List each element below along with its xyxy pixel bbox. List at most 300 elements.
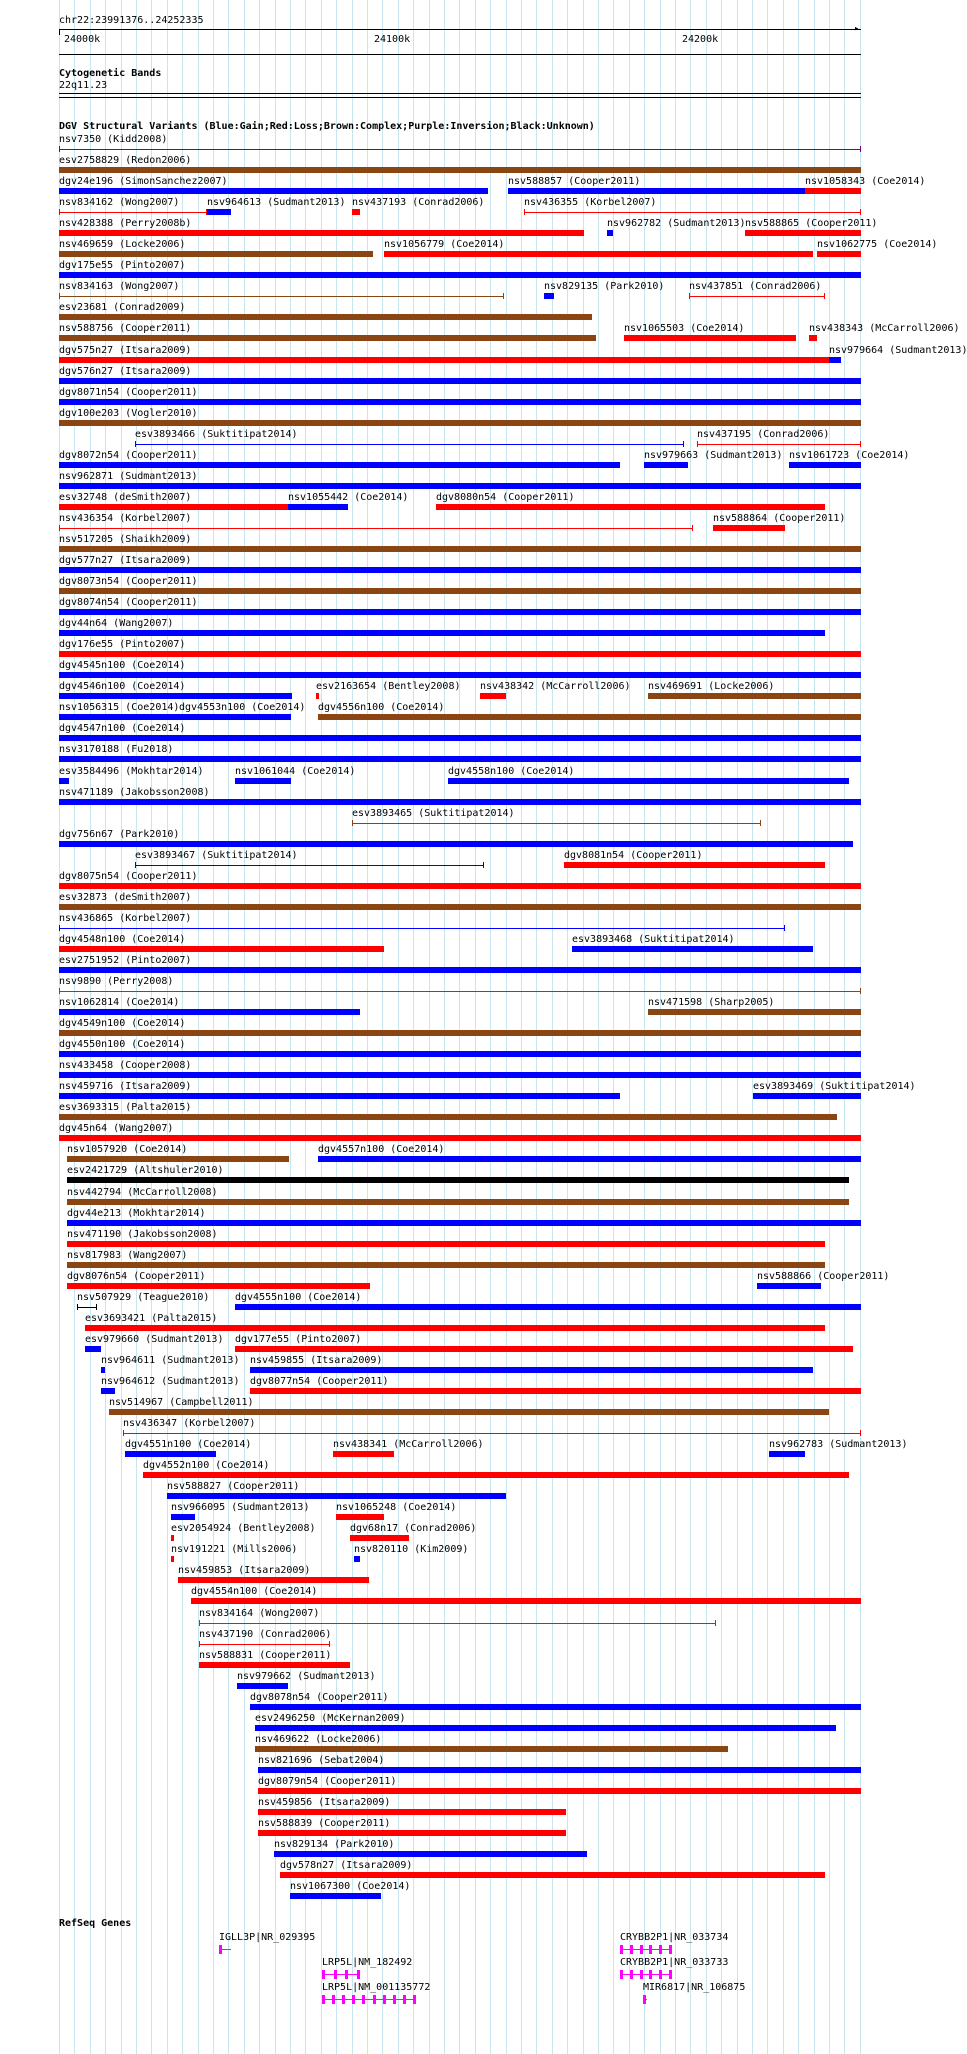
- dgv-feature-bar[interactable]: [59, 251, 373, 257]
- dgv-feature-label: dgv8078n54 (Cooper2011): [250, 1692, 389, 1703]
- dgv-feature-end-tick: [860, 209, 861, 215]
- dgv-feature-bar[interactable]: [101, 1367, 105, 1373]
- dgv-feature-label: esv2421729 (Altshuler2010): [67, 1165, 224, 1176]
- dgv-feature-label: nsv1056315 (Coe2014): [59, 702, 180, 713]
- dgv-feature-bar[interactable]: [572, 946, 813, 952]
- refseq-exon: [352, 1995, 355, 2004]
- dgv-feature-label: esv32873 (deSmith2007): [59, 892, 192, 903]
- dgv-feature-label: dgv4555n100 (Coe2014): [235, 1292, 362, 1303]
- dgv-feature-label: esv2496250 (McKernan2009): [255, 1713, 406, 1724]
- dgv-feature-label: dgv4548n100 (Coe2014): [59, 934, 186, 945]
- dgv-feature-bar[interactable]: [59, 735, 861, 741]
- refseq-exon: [332, 1995, 335, 2004]
- refseq-exon: [630, 1970, 633, 1979]
- dgv-feature-bar[interactable]: [809, 335, 817, 341]
- dgv-feature-bar[interactable]: [250, 1388, 861, 1394]
- dgv-feature-label: nsv588866 (Cooper2011): [757, 1271, 890, 1282]
- dgv-feature-bar[interactable]: [59, 883, 861, 889]
- refseq-gene-line[interactable]: [620, 1949, 672, 1950]
- grid-line: [829, 0, 830, 2054]
- dgv-feature-label: esv3893469 (Suktitipat2014): [753, 1081, 916, 1092]
- dgv-feature-line[interactable]: [123, 1433, 861, 1434]
- refseq-gene-label: LRP5L|NM_001135772: [322, 1982, 431, 1993]
- dgv-feature-bar[interactable]: [109, 1409, 829, 1415]
- ruler-tick-label: 24200k: [682, 34, 719, 45]
- dgv-feature-bar[interactable]: [280, 1872, 825, 1878]
- dgv-feature-label: dgv4550n100 (Coe2014): [59, 1039, 186, 1050]
- refseq-exon: [413, 1995, 416, 2004]
- dgv-feature-line[interactable]: [697, 444, 861, 445]
- dgv-feature-bar[interactable]: [59, 588, 861, 594]
- dgv-feature-label: dgv4556n100 (Coe2014): [318, 702, 445, 713]
- dgv-feature-label: nsv514967 (Campbell2011): [109, 1397, 254, 1408]
- grid-line: [752, 0, 753, 2054]
- dgv-feature-label: dgv8081n54 (Cooper2011): [564, 850, 703, 861]
- refseq-exon: [393, 1995, 396, 2004]
- dgv-feature-bar[interactable]: [59, 483, 861, 489]
- dgv-feature-end-tick: [59, 293, 60, 299]
- cytoband-title: Cytogenetic Bands: [59, 68, 162, 79]
- dgv-feature-end-tick: [199, 1620, 200, 1626]
- dgv-feature-bar[interactable]: [59, 420, 861, 426]
- ruler-tick-label: 24100k: [374, 34, 411, 45]
- refseq-exon: [643, 1995, 646, 2004]
- dgv-feature-label: dgv8080n54 (Cooper2011): [436, 492, 575, 503]
- dgv-feature-label: dgv68n17 (Conrad2006): [350, 1523, 477, 1534]
- dgv-feature-bar[interactable]: [59, 756, 861, 762]
- refseq-exon: [630, 1945, 633, 1954]
- dgv-feature-bar[interactable]: [59, 272, 861, 278]
- grid-line: [198, 0, 199, 2054]
- dgv-feature-label: esv2751952 (Pinto2007): [59, 955, 192, 966]
- dgv-feature-bar[interactable]: [101, 1388, 115, 1394]
- dgv-feature-bar[interactable]: [59, 167, 861, 173]
- dgv-feature-bar[interactable]: [235, 778, 291, 784]
- grid-line: [860, 0, 861, 2054]
- dgv-feature-label: nsv438343 (McCarroll2006): [809, 323, 960, 334]
- dgv-feature-bar[interactable]: [59, 967, 861, 973]
- grid-line: [737, 0, 738, 2054]
- dgv-feature-bar[interactable]: [237, 1683, 288, 1689]
- ruler-arrow-icon: ▸: [854, 24, 860, 34]
- grid-line: [244, 0, 245, 2054]
- dgv-feature-label: nsv436355 (Korbel2007): [524, 197, 657, 208]
- dgv-feature-bar[interactable]: [352, 209, 360, 215]
- dgv-feature-end-tick: [860, 146, 861, 152]
- dgv-feature-bar[interactable]: [67, 1283, 370, 1289]
- dgv-feature-label: nsv588827 (Cooper2011): [167, 1481, 300, 1492]
- dgv-feature-label: nsv471598 (Sharp2005): [648, 997, 775, 1008]
- dgv-feature-label: esv3893468 (Suktitipat2014): [572, 934, 735, 945]
- dgv-feature-label: esv2758829 (Redon2006): [59, 155, 192, 166]
- grid-line: [228, 0, 229, 2054]
- dgv-feature-bar[interactable]: [67, 1156, 289, 1162]
- dgv-feature-bar[interactable]: [648, 1009, 861, 1015]
- dgv-feature-label: dgv45n64 (Wang2007): [59, 1123, 174, 1134]
- dgv-feature-bar[interactable]: [59, 1093, 620, 1099]
- dgv-feature-bar[interactable]: [59, 188, 488, 194]
- dgv-feature-label: dgv4553n100 (Coe2014): [179, 702, 306, 713]
- refseq-gene-label: LRP5L|NM_182492: [322, 1957, 413, 1968]
- dgv-feature-line[interactable]: [199, 1623, 716, 1624]
- dgv-feature-bar[interactable]: [480, 693, 506, 699]
- dgv-feature-bar[interactable]: [59, 841, 853, 847]
- dgv-feature-label: nsv471189 (Jakobsson2008): [59, 787, 210, 798]
- dgv-feature-bar[interactable]: [544, 293, 554, 299]
- dgv-feature-label: nsv829134 (Park2010): [274, 1839, 395, 1850]
- dgv-feature-bar[interactable]: [199, 1662, 350, 1668]
- dgv-feature-label: dgv4547n100 (Coe2014): [59, 723, 186, 734]
- dgv-feature-label: nsv820110 (Kim2009): [354, 1544, 469, 1555]
- grid-line: [844, 0, 845, 2054]
- dgv-feature-label: nsv979663 (Sudmant2013): [644, 450, 783, 461]
- dgv-feature-bar[interactable]: [757, 1283, 821, 1289]
- dgv-feature-bar[interactable]: [336, 1514, 384, 1520]
- dgv-feature-label: nsv437193 (Conrad2006): [352, 197, 485, 208]
- refseq-gene-line[interactable]: [322, 1999, 416, 2000]
- grid-line: [213, 0, 214, 2054]
- dgv-feature-bar[interactable]: [171, 1514, 195, 1520]
- dgv-feature-bar[interactable]: [753, 1093, 861, 1099]
- dgv-feature-bar[interactable]: [59, 1030, 861, 1036]
- refseq-exon: [345, 1970, 348, 1979]
- dgv-feature-bar[interactable]: [235, 1346, 853, 1352]
- dgv-feature-bar[interactable]: [59, 1114, 837, 1120]
- dgv-feature-bar[interactable]: [318, 1156, 861, 1162]
- grid-line: [767, 0, 768, 2054]
- dgv-feature-label: esv979660 (Sudmant2013): [85, 1334, 224, 1345]
- grid-line: [783, 0, 784, 2054]
- dgv-feature-end-tick: [692, 525, 693, 531]
- dgv-feature-bar[interactable]: [179, 714, 291, 720]
- dgv-feature-bar[interactable]: [59, 651, 861, 657]
- dgv-feature-label: nsv979664 (Sudmant2013): [829, 345, 967, 356]
- dgv-feature-bar[interactable]: [191, 1598, 861, 1604]
- dgv-feature-bar[interactable]: [318, 714, 861, 720]
- dgv-feature-bar[interactable]: [624, 335, 796, 341]
- dgv-feature-label: nsv469691 (Locke2006): [648, 681, 775, 692]
- dgv-feature-bar[interactable]: [59, 1072, 861, 1078]
- dgv-feature-bar[interactable]: [713, 525, 785, 531]
- dgv-feature-line[interactable]: [199, 1644, 330, 1645]
- dgv-feature-end-tick: [503, 293, 504, 299]
- dgv-feature-label: nsv3170188 (Fu2018): [59, 744, 174, 755]
- dgv-feature-bar[interactable]: [207, 209, 231, 215]
- dgv-feature-label: nsv471190 (Jakobsson2008): [67, 1229, 218, 1240]
- dgv-feature-bar[interactable]: [59, 378, 861, 384]
- dgv-feature-bar[interactable]: [59, 314, 592, 320]
- refseq-exon: [640, 1970, 643, 1979]
- dgv-feature-end-tick: [860, 1430, 861, 1436]
- dgv-feature-bar[interactable]: [171, 1535, 174, 1541]
- refseq-exon: [640, 1945, 643, 1954]
- dgv-feature-bar[interactable]: [59, 630, 825, 636]
- dgv-feature-label: nsv9890 (Perry2008): [59, 976, 174, 987]
- dgv-feature-bar[interactable]: [67, 1241, 825, 1247]
- dgv-feature-end-tick: [59, 209, 60, 215]
- dgv-feature-bar[interactable]: [805, 188, 861, 194]
- dgv-feature-bar[interactable]: [85, 1325, 825, 1331]
- dgv-feature-label: nsv442794 (McCarroll2008): [67, 1187, 218, 1198]
- dgv-feature-label: nsv834163 (Wong2007): [59, 281, 180, 292]
- dgv-feature-label: nsv436865 (Korbel2007): [59, 913, 192, 924]
- dgv-feature-label: dgv100e203 (Vogler2010): [59, 408, 198, 419]
- ruler-line: [59, 29, 861, 30]
- dgv-feature-label: nsv979662 (Sudmant2013): [237, 1671, 376, 1682]
- dgv-feature-bar[interactable]: [59, 1135, 861, 1141]
- dgv-feature-label: dgv4557n100 (Coe2014): [318, 1144, 445, 1155]
- dgv-feature-label: dgv4552n100 (Coe2014): [143, 1460, 270, 1471]
- dgv-feature-end-tick: [59, 146, 60, 152]
- dgv-feature-line[interactable]: [59, 149, 861, 150]
- dgv-feature-label: nsv459853 (Itsara2009): [178, 1565, 311, 1576]
- dgv-feature-label: nsv588864 (Cooper2011): [713, 513, 846, 524]
- dgv-feature-bar[interactable]: [59, 1051, 861, 1057]
- dgv-feature-label: nsv1056779 (Coe2014): [384, 239, 505, 250]
- dgv-feature-bar[interactable]: [436, 504, 825, 510]
- refseq-exon: [342, 1995, 345, 2004]
- refseq-exon: [334, 1970, 337, 1979]
- dgv-feature-bar[interactable]: [59, 714, 179, 720]
- dgv-feature-end-tick: [824, 293, 825, 299]
- dgv-feature-bar[interactable]: [829, 357, 841, 363]
- dgv-feature-label: nsv588857 (Cooper2011): [508, 176, 641, 187]
- dgv-feature-label: nsv517205 (Shaikh2009): [59, 534, 192, 545]
- dgv-feature-label: nsv428388 (Perry2008b): [59, 218, 192, 229]
- dgv-feature-label: dgv8074n54 (Cooper2011): [59, 597, 198, 608]
- dgv-feature-label: esv3893466 (Suktitipat2014): [135, 429, 298, 440]
- dgv-feature-bar[interactable]: [255, 1725, 836, 1731]
- dgv-feature-line[interactable]: [352, 823, 761, 824]
- dgv-feature-bar[interactable]: [67, 1199, 849, 1205]
- dgv-feature-line[interactable]: [524, 212, 861, 213]
- refseq-exon: [219, 1945, 222, 1954]
- dgv-feature-bar[interactable]: [333, 1451, 394, 1457]
- dgv-feature-label: dgv44n64 (Wang2007): [59, 618, 174, 629]
- dgv-feature-end-tick: [697, 441, 698, 447]
- dgv-feature-bar[interactable]: [745, 230, 861, 236]
- dgv-feature-line[interactable]: [77, 1307, 97, 1308]
- dgv-feature-label: dgv8079n54 (Cooper2011): [258, 1776, 397, 1787]
- dgv-feature-label: nsv1062814 (Coe2014): [59, 997, 180, 1008]
- ruler-tick-label: 24000k: [64, 34, 101, 45]
- dgv-feature-bar[interactable]: [789, 462, 861, 468]
- dgv-feature-label: nsv469622 (Locke2006): [255, 1734, 382, 1745]
- dgv-feature-bar[interactable]: [59, 567, 861, 573]
- dgv-feature-label: nsv507929 (Teague2010): [77, 1292, 210, 1303]
- refseq-gene-line[interactable]: [322, 1974, 360, 1975]
- dgv-feature-label: nsv1061723 (Coe2014): [789, 450, 910, 461]
- dgv-feature-label: nsv438342 (McCarroll2006): [480, 681, 631, 692]
- dgv-feature-label: nsv962871 (Sudmant2013): [59, 471, 198, 482]
- dgv-feature-bar[interactable]: [59, 904, 861, 910]
- dgv-feature-label: dgv4545n100 (Coe2014): [59, 660, 186, 671]
- dgv-feature-bar[interactable]: [59, 946, 384, 952]
- dgv-feature-bar[interactable]: [171, 1556, 174, 1562]
- dgv-feature-label: nsv459716 (Itsara2009): [59, 1081, 192, 1092]
- refseq-exon: [322, 1995, 325, 2004]
- dgv-feature-label: nsv469659 (Locke2006): [59, 239, 186, 250]
- dgv-feature-line[interactable]: [135, 865, 484, 866]
- dgv-feature-bar[interactable]: [258, 1830, 566, 1836]
- dgv-feature-label: dgv576n27 (Itsara2009): [59, 366, 192, 377]
- dgv-feature-bar[interactable]: [59, 335, 596, 341]
- dgv-track-title: DGV Structural Variants (Blue:Gain;Red:Loss;Brown:Complex;Purple:Inversion;Black:Unknown): [59, 121, 595, 132]
- refseq-gene-label: MIR6817|NR_106875: [643, 1982, 746, 1993]
- dgv-feature-label: nsv436347 (Korbel2007): [123, 1418, 256, 1429]
- dgv-feature-label: nsv1065503 (Coe2014): [624, 323, 745, 334]
- dgv-feature-bar[interactable]: [235, 1304, 861, 1310]
- dgv-feature-bar[interactable]: [644, 462, 688, 468]
- dgv-feature-bar[interactable]: [288, 504, 348, 510]
- dgv-feature-bar[interactable]: [274, 1851, 587, 1857]
- refseq-exon: [373, 1995, 376, 2004]
- dgv-feature-line[interactable]: [59, 928, 785, 929]
- dgv-feature-label: nsv437190 (Conrad2006): [199, 1629, 332, 1640]
- dgv-feature-label: dgv44e213 (Mokhtar2014): [67, 1208, 206, 1219]
- dgv-feature-end-tick: [59, 925, 60, 931]
- dgv-feature-bar[interactable]: [59, 504, 288, 510]
- dgv-feature-end-tick: [689, 293, 690, 299]
- dgv-feature-label: esv32748 (deSmith2007): [59, 492, 192, 503]
- dgv-feature-bar[interactable]: [85, 1346, 101, 1352]
- dgv-feature-bar[interactable]: [384, 251, 813, 257]
- position-label: chr22:23991376..24252335: [59, 15, 204, 26]
- dgv-feature-end-tick: [860, 441, 861, 447]
- dgv-feature-line[interactable]: [135, 444, 684, 445]
- dgv-feature-label: dgv756n67 (Park2010): [59, 829, 180, 840]
- refseq-exon: [322, 1970, 325, 1979]
- ruler-end-tick: [59, 29, 60, 35]
- dgv-feature-line[interactable]: [59, 212, 207, 213]
- dgv-feature-label: nsv964611 (Sudmant2013): [101, 1355, 240, 1366]
- dgv-feature-end-tick: [123, 1430, 124, 1436]
- grid-line: [798, 0, 799, 2054]
- dgv-feature-bar[interactable]: [250, 1367, 813, 1373]
- dgv-feature-label: esv2163654 (Bentley2008): [316, 681, 461, 692]
- dgv-feature-label: dgv4551n100 (Coe2014): [125, 1439, 252, 1450]
- dgv-feature-bar[interactable]: [258, 1788, 861, 1794]
- dgv-feature-bar[interactable]: [59, 672, 861, 678]
- refseq-gene-label: CRYBB2P1|NR_033734: [620, 1932, 729, 1943]
- dgv-feature-bar[interactable]: [354, 1556, 360, 1562]
- dgv-feature-bar[interactable]: [648, 693, 861, 699]
- dgv-feature-label: esv3693315 (Palta2015): [59, 1102, 192, 1113]
- dgv-feature-bar[interactable]: [316, 693, 319, 699]
- grid-line: [814, 0, 815, 2054]
- dgv-feature-label: dgv176e55 (Pinto2007): [59, 639, 186, 650]
- dgv-feature-label: nsv588756 (Cooper2011): [59, 323, 192, 334]
- dgv-feature-label: nsv433458 (Cooper2008): [59, 1060, 192, 1071]
- dgv-feature-line[interactable]: [689, 296, 825, 297]
- dgv-feature-label: dgv4558n100 (Coe2014): [448, 766, 575, 777]
- dgv-feature-bar[interactable]: [258, 1809, 566, 1815]
- dgv-feature-label: nsv1058343 (Coe2014): [805, 176, 926, 187]
- dgv-feature-bar[interactable]: [769, 1451, 805, 1457]
- dgv-feature-end-tick: [77, 1304, 78, 1310]
- dgv-feature-label: dgv8075n54 (Cooper2011): [59, 871, 198, 882]
- dgv-feature-bar[interactable]: [59, 609, 861, 615]
- dgv-feature-label: esv3584496 (Mokhtar2014): [59, 766, 204, 777]
- dgv-feature-label: nsv459856 (Itsara2009): [258, 1797, 391, 1808]
- dgv-feature-bar[interactable]: [59, 1009, 360, 1015]
- track-divider: [59, 54, 861, 55]
- dgv-feature-end-tick: [352, 820, 353, 826]
- dgv-feature-bar[interactable]: [67, 1177, 849, 1183]
- dgv-feature-label: nsv1067300 (Coe2014): [290, 1881, 411, 1892]
- dgv-feature-bar[interactable]: [59, 693, 292, 699]
- dgv-feature-bar[interactable]: [59, 230, 584, 236]
- dgv-feature-bar[interactable]: [59, 462, 620, 468]
- dgv-feature-end-tick: [329, 1641, 330, 1647]
- refseq-gene-label: CRYBB2P1|NR_033733: [620, 1957, 729, 1968]
- dgv-feature-label: nsv436354 (Korbel2007): [59, 513, 192, 524]
- dgv-feature-bar[interactable]: [290, 1893, 381, 1899]
- dgv-feature-bar[interactable]: [59, 799, 861, 805]
- dgv-feature-bar[interactable]: [255, 1746, 728, 1752]
- dgv-feature-label: nsv1055442 (Coe2014): [288, 492, 409, 503]
- dgv-feature-label: dgv577n27 (Itsara2009): [59, 555, 192, 566]
- refseq-exon: [383, 1995, 386, 2004]
- dgv-feature-bar[interactable]: [178, 1577, 369, 1583]
- dgv-feature-bar[interactable]: [448, 778, 849, 784]
- dgv-feature-end-tick: [59, 525, 60, 531]
- dgv-feature-bar[interactable]: [350, 1535, 409, 1541]
- refseq-gene-line[interactable]: [620, 1974, 672, 1975]
- dgv-feature-bar[interactable]: [59, 546, 861, 552]
- dgv-feature-end-tick: [96, 1304, 97, 1310]
- dgv-feature-bar[interactable]: [607, 230, 613, 236]
- cytoband-bar-bottom: [59, 97, 861, 98]
- dgv-feature-bar[interactable]: [143, 1472, 849, 1478]
- refseq-track-title: RefSeq Genes: [59, 1918, 132, 1929]
- dgv-feature-bar[interactable]: [508, 188, 813, 194]
- dgv-feature-label: dgv24e196 (SimonSanchez2007): [59, 176, 228, 187]
- dgv-feature-label: nsv834162 (Wong2007): [59, 197, 180, 208]
- dgv-feature-label: nsv438341 (McCarroll2006): [333, 1439, 484, 1450]
- dgv-feature-bar[interactable]: [59, 778, 69, 784]
- dgv-feature-bar[interactable]: [167, 1493, 506, 1499]
- dgv-feature-bar[interactable]: [817, 251, 861, 257]
- dgv-feature-bar[interactable]: [67, 1220, 861, 1226]
- refseq-exon: [649, 1945, 652, 1954]
- dgv-feature-bar[interactable]: [67, 1262, 825, 1268]
- dgv-feature-end-tick: [860, 988, 861, 994]
- dgv-feature-line[interactable]: [59, 296, 504, 297]
- dgv-feature-line[interactable]: [59, 528, 693, 529]
- dgv-feature-label: nsv1062775 (Coe2014): [817, 239, 938, 250]
- dgv-feature-end-tick: [760, 820, 761, 826]
- dgv-feature-bar[interactable]: [258, 1767, 861, 1773]
- dgv-feature-end-tick: [199, 1641, 200, 1647]
- dgv-feature-bar[interactable]: [59, 357, 829, 363]
- dgv-feature-bar[interactable]: [564, 862, 825, 868]
- dgv-feature-label: nsv817983 (Wang2007): [67, 1250, 188, 1261]
- dgv-feature-label: nsv1061044 (Coe2014): [235, 766, 356, 777]
- refseq-exon: [669, 1945, 672, 1954]
- dgv-feature-line[interactable]: [59, 991, 861, 992]
- dgv-feature-bar[interactable]: [250, 1704, 861, 1710]
- dgv-feature-label: nsv962782 (Sudmant2013): [607, 218, 746, 229]
- dgv-feature-label: nsv7350 (Kidd2008): [59, 134, 168, 145]
- dgv-feature-label: nsv962783 (Sudmant2013): [769, 1439, 908, 1450]
- dgv-feature-bar[interactable]: [125, 1451, 216, 1457]
- dgv-feature-label: nsv964613 (Sudmant2013): [207, 197, 346, 208]
- dgv-feature-label: dgv4554n100 (Coe2014): [191, 1586, 318, 1597]
- dgv-feature-label: esv23681 (Conrad2009): [59, 302, 186, 313]
- dgv-feature-label: dgv4546n100 (Coe2014): [59, 681, 186, 692]
- dgv-feature-bar[interactable]: [59, 399, 861, 405]
